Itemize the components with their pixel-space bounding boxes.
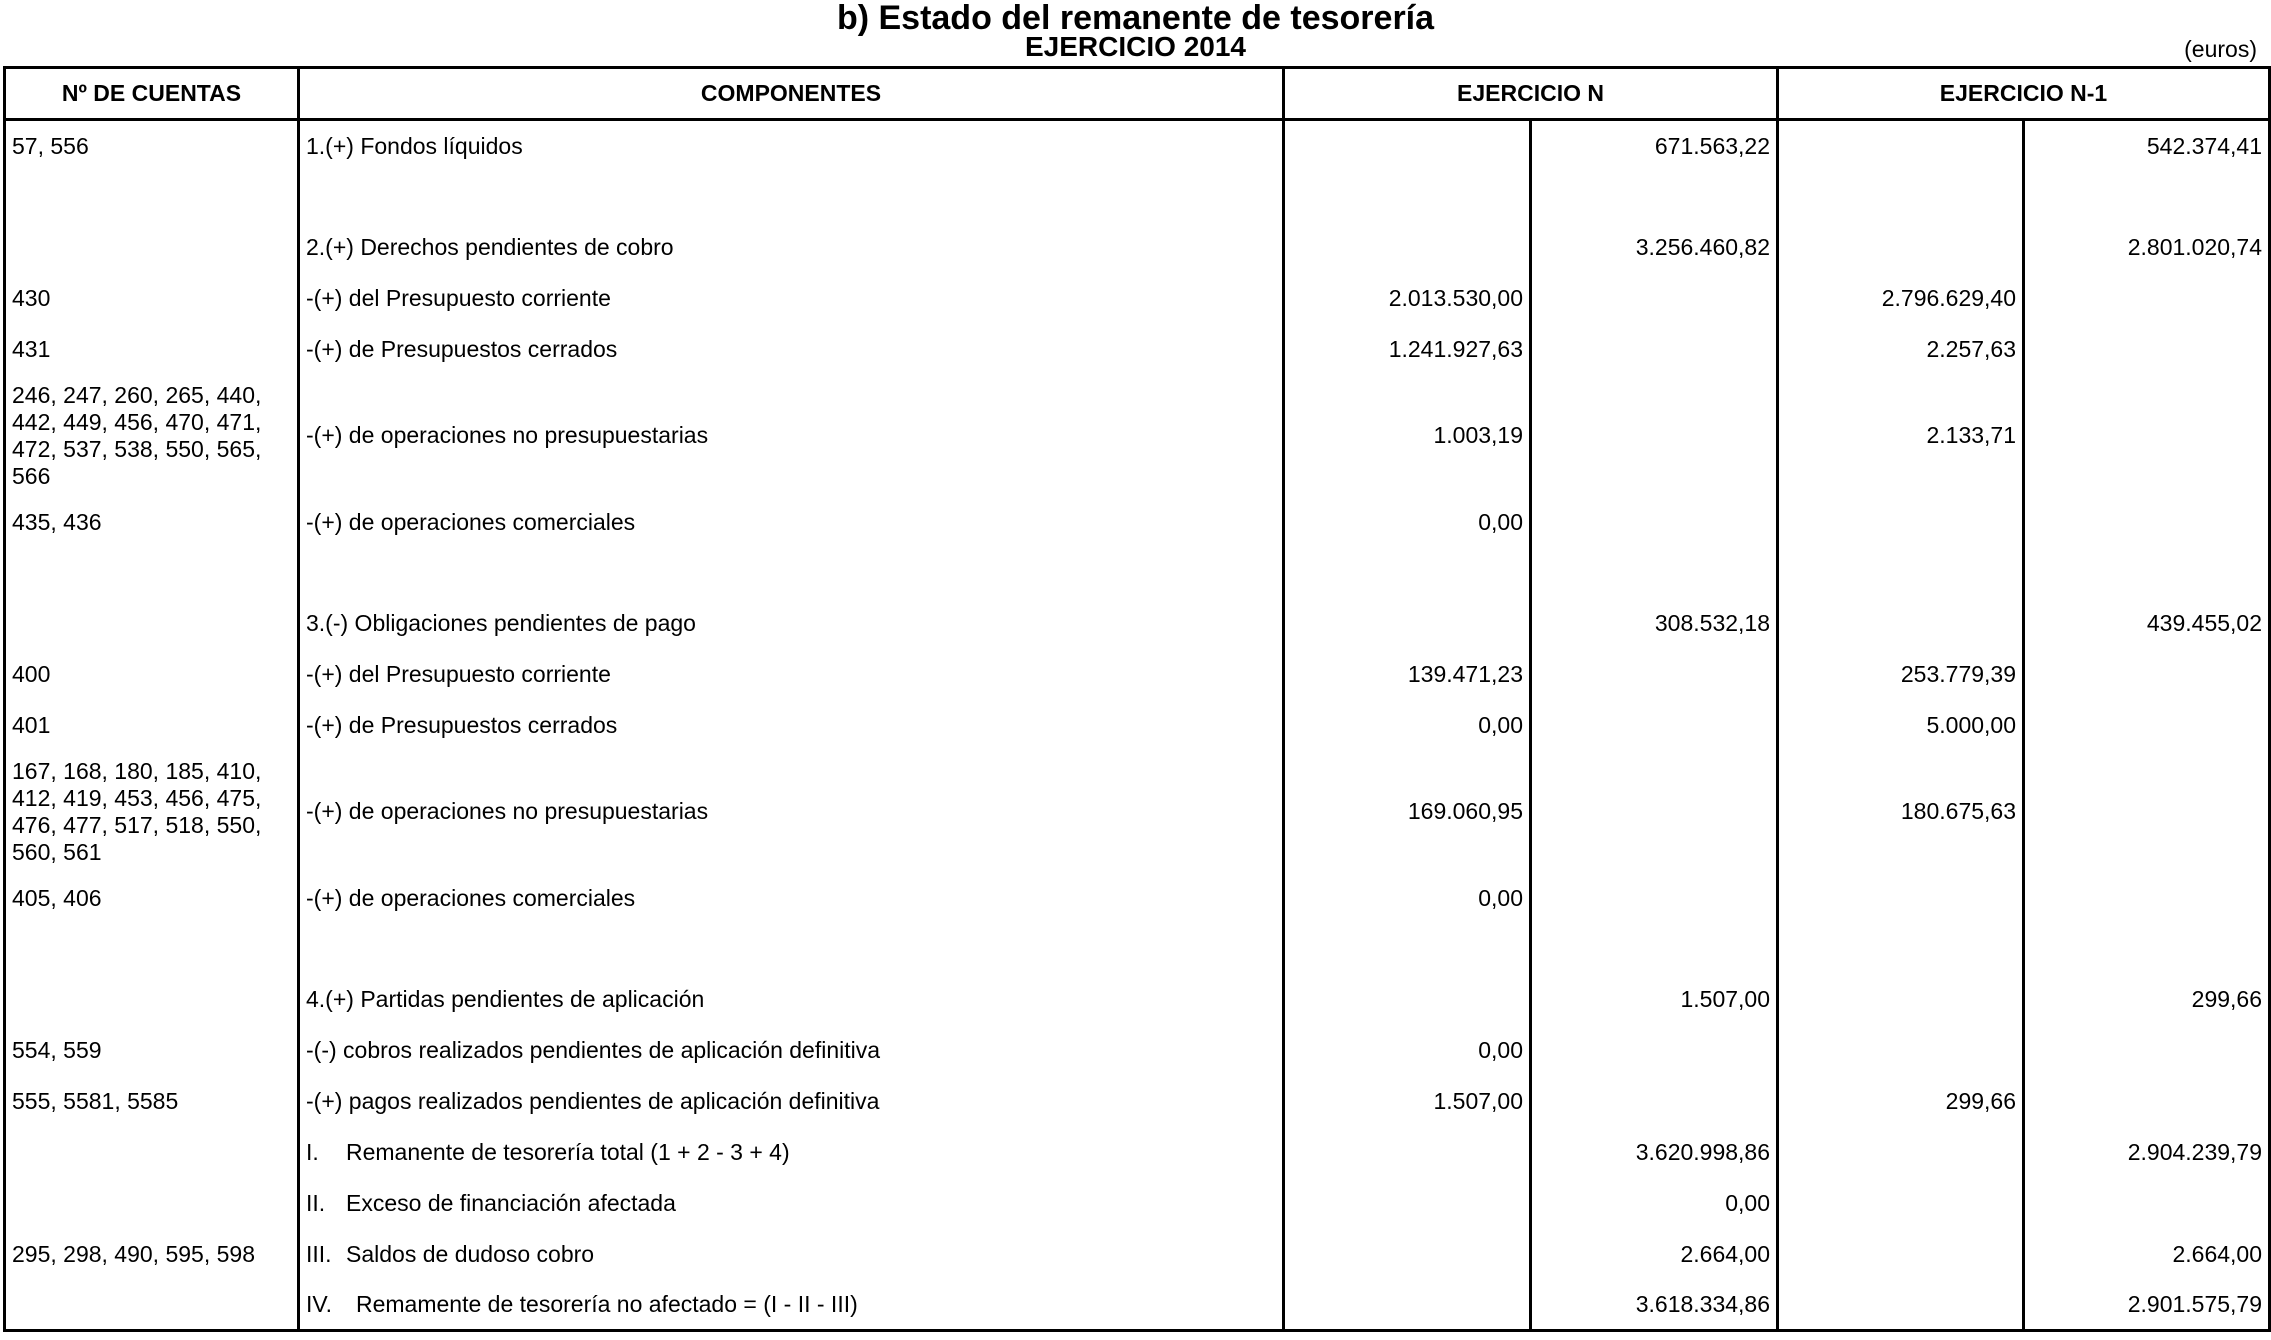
treasury-remainder-table (3, 66, 2271, 1332)
report-title: b) Estado del remanente de tesorería (836, 0, 1435, 37)
year-n1-detail (1778, 1025, 2024, 1076)
year-n1-total (2024, 273, 2270, 324)
summary-component: Remamente de tesorería no afectado = (I - II - III) (356, 1290, 858, 1317)
header-components: COMPONENTES (299, 68, 1284, 120)
table-row (5, 974, 2270, 1025)
spacer-row (5, 924, 2270, 974)
summary-label (299, 1178, 1284, 1229)
year-n-detail: 0,00 (1284, 873, 1531, 924)
header-year-n: EJERCICIO N (1284, 68, 1778, 120)
table-row (5, 375, 2270, 497)
account-numbers (5, 1127, 299, 1178)
year-n1-detail: 299,66 (1778, 1076, 2024, 1127)
account-numbers: 555, 5581, 5585 (5, 1076, 299, 1127)
year-n-detail: 169.060,95 (1284, 751, 1531, 873)
spacer-row (5, 172, 2270, 222)
summary-component: Remanente de tesorería total (1 + 2 - 3 + 4) (346, 1138, 790, 1165)
component-label: -(+) de Presupuestos cerrados (299, 324, 1284, 375)
year-n1-total (2024, 751, 2270, 873)
year-n1-detail: 5.000,00 (1778, 700, 2024, 751)
year-n1-detail (1778, 222, 2024, 273)
table-row (5, 222, 2270, 273)
year-n-total (1531, 1025, 1778, 1076)
account-numbers (5, 1178, 299, 1229)
summary-label (299, 1280, 1284, 1331)
year-n1-total: 439.455,02 (2024, 598, 2270, 649)
table-row (5, 700, 2270, 751)
year-n1-total (2024, 375, 2270, 497)
year-n-total (1531, 700, 1778, 751)
summary-row (5, 1280, 2270, 1331)
spacer-row (5, 548, 2270, 598)
table-row (5, 120, 2270, 172)
table-row (5, 497, 2270, 548)
component-label: -(-) cobros realizados pendientes de aplicación definitiva (299, 1025, 1284, 1076)
year-n-detail (1284, 120, 1531, 172)
table-row (5, 324, 2270, 375)
year-n-detail (1284, 222, 1531, 273)
component-label: -(+) de operaciones no presupuestarias (299, 375, 1284, 497)
account-numbers (5, 1280, 299, 1331)
year-n-total (1531, 497, 1778, 548)
account-numbers: 57, 556 (5, 120, 299, 172)
account-numbers: 430 (5, 273, 299, 324)
year-n-total (1531, 375, 1778, 497)
year-n1-detail (1778, 873, 2024, 924)
year-n1-total: 2.904.239,79 (2024, 1127, 2270, 1178)
summary-component: Saldos de dudoso cobro (346, 1240, 595, 1267)
year-n1-total (2024, 497, 2270, 548)
roman-numeral: IV. (306, 1290, 333, 1317)
year-n1-total (2024, 1025, 2270, 1076)
component-label: -(+) de operaciones comerciales (299, 497, 1284, 548)
year-n1-detail (1778, 497, 2024, 548)
summary-label (299, 1229, 1284, 1280)
year-n1-detail: 2.133,71 (1778, 375, 2024, 497)
year-n1-total (2024, 649, 2270, 700)
year-n-total: 671.563,22 (1531, 120, 1778, 172)
component-label: 4.(+) Partidas pendientes de aplicación (299, 974, 1284, 1025)
account-numbers: 405, 406 (5, 873, 299, 924)
table-row (5, 751, 2270, 873)
header-year-n1: EJERCICIO N-1 (1778, 68, 2270, 120)
component-label: 2.(+) Derechos pendientes de cobro (299, 222, 1284, 273)
year-n-total (1531, 751, 1778, 873)
year-n-total: 3.620.998,86 (1531, 1127, 1778, 1178)
year-n1-detail: 2.257,63 (1778, 324, 2024, 375)
table-row (5, 598, 2270, 649)
account-numbers: 295, 298, 490, 595, 598 (5, 1229, 299, 1280)
year-n-total: 3.618.334,86 (1531, 1280, 1778, 1331)
component-label: 3.(-) Obligaciones pendientes de pago (299, 598, 1284, 649)
account-numbers (5, 974, 299, 1025)
component-label: -(+) de operaciones no presupuestarias (299, 751, 1284, 873)
summary-label (299, 1127, 1284, 1178)
year-n-total: 0,00 (1531, 1178, 1778, 1229)
table-row (5, 273, 2270, 324)
account-numbers: 435, 436 (5, 497, 299, 548)
year-n1-detail: 2.796.629,40 (1778, 273, 2024, 324)
account-numbers: 431 (5, 324, 299, 375)
component-label: -(+) pagos realizados pendientes de aplicación definitiva (299, 1076, 1284, 1127)
year-n1-detail (1778, 974, 2024, 1025)
summary-row (5, 1127, 2270, 1178)
year-n-total (1531, 649, 1778, 700)
account-numbers: 554, 559 (5, 1025, 299, 1076)
table-row (5, 649, 2270, 700)
account-numbers (5, 598, 299, 649)
table-row (5, 1025, 2270, 1076)
year-n1-total: 2.901.575,79 (2024, 1280, 2270, 1331)
year-n-total (1531, 1076, 1778, 1127)
component-label: -(+) de operaciones comerciales (299, 873, 1284, 924)
year-n-detail: 0,00 (1284, 497, 1531, 548)
currency-unit-label: (euros) (2184, 36, 2257, 62)
roman-numeral: I. (306, 1138, 319, 1165)
year-n1-total: 2.664,00 (2024, 1229, 2270, 1280)
summary-component: Exceso de financiación afectada (346, 1189, 676, 1216)
year-n-detail: 0,00 (1284, 700, 1531, 751)
component-label: -(+) de Presupuestos cerrados (299, 700, 1284, 751)
year-n1-total (2024, 1178, 2270, 1229)
account-numbers: 401 (5, 700, 299, 751)
summary-row (5, 1178, 2270, 1229)
year-n-detail: 1.241.927,63 (1284, 324, 1531, 375)
year-n1-detail: 253.779,39 (1778, 649, 2024, 700)
year-n-total: 308.532,18 (1531, 598, 1778, 649)
year-n1-detail (1778, 598, 2024, 649)
year-n1-total (2024, 873, 2270, 924)
year-n1-total: 299,66 (2024, 974, 2270, 1025)
component-label: 1.(+) Fondos líquidos (299, 120, 1284, 172)
year-n1-total: 542.374,41 (2024, 120, 2270, 172)
year-n-total (1531, 324, 1778, 375)
year-n-total (1531, 873, 1778, 924)
year-n1-total: 2.801.020,74 (2024, 222, 2270, 273)
account-numbers: 400 (5, 649, 299, 700)
fiscal-year-subtitle: EJERCICIO 2014 (1025, 31, 1246, 62)
year-n-total: 1.507,00 (1531, 974, 1778, 1025)
header-accounts: Nº DE CUENTAS (5, 68, 299, 120)
year-n-total: 3.256.460,82 (1531, 222, 1778, 273)
year-n-detail (1284, 974, 1531, 1025)
table-row (5, 873, 2270, 924)
year-n-detail: 1.003,19 (1284, 375, 1531, 497)
roman-numeral: III. (306, 1240, 332, 1267)
year-n1-total (2024, 700, 2270, 751)
year-n1-total (2024, 324, 2270, 375)
component-label: -(+) del Presupuesto corriente (299, 273, 1284, 324)
roman-numeral: II. (306, 1189, 326, 1216)
account-numbers: 246, 247, 260, 265, 440, 442, 449, 456, 470, 471, 472, 537, 538, 550, 565, 566 (5, 375, 299, 497)
year-n1-total (2024, 1076, 2270, 1127)
year-n1-detail: 180.675,63 (1778, 751, 2024, 873)
year-n-detail: 1.507,00 (1284, 1076, 1531, 1127)
year-n1-detail (1778, 120, 2024, 172)
component-label: -(+) del Presupuesto corriente (299, 649, 1284, 700)
table-header-row (5, 68, 2270, 120)
year-n-detail (1284, 598, 1531, 649)
year-n-total: 2.664,00 (1531, 1229, 1778, 1280)
account-numbers: 167, 168, 180, 185, 410, 412, 419, 453, 456, 475, 476, 477, 517, 518, 550, 560, 561 (5, 751, 299, 873)
table-row (5, 1076, 2270, 1127)
summary-row (5, 1229, 2270, 1280)
year-n-total (1531, 273, 1778, 324)
year-n-detail: 139.471,23 (1284, 649, 1531, 700)
year-n-detail: 2.013.530,00 (1284, 273, 1531, 324)
account-numbers (5, 222, 299, 273)
year-n-detail: 0,00 (1284, 1025, 1531, 1076)
